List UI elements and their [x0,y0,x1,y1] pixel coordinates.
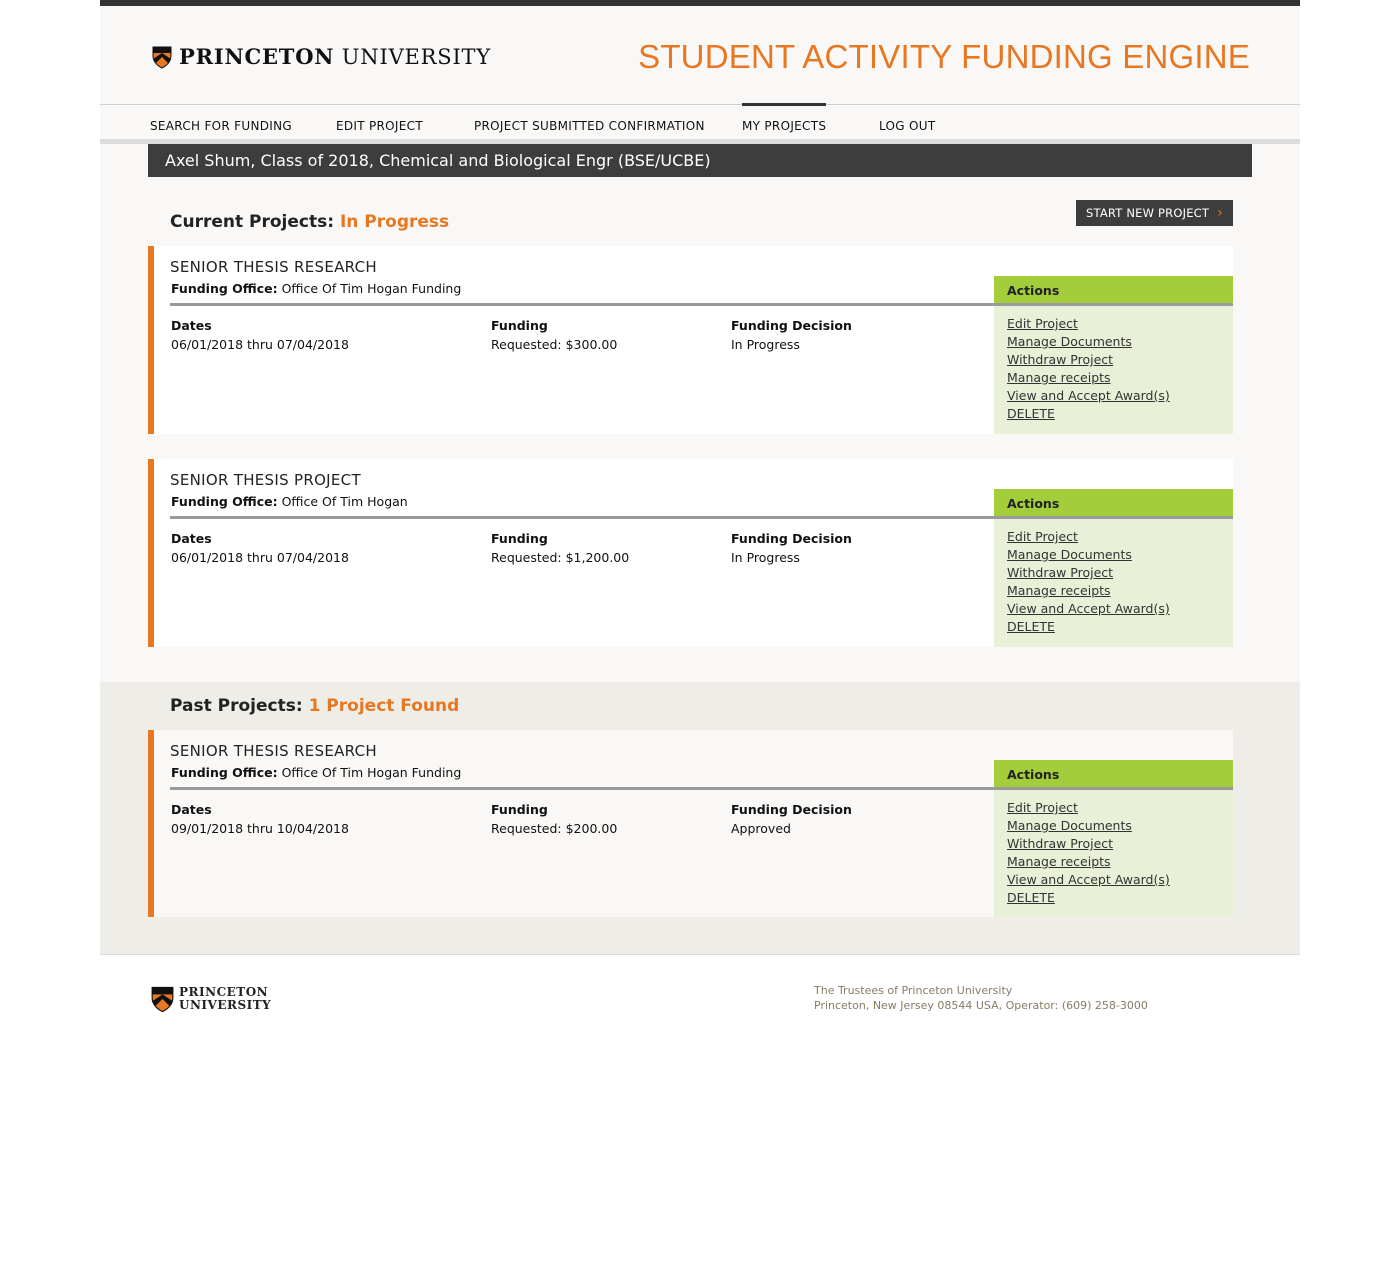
funding-decision-column: Funding Decision Approved [731,802,852,836]
view-accept-awards-link[interactable]: View and Accept Award(s) [1007,601,1170,616]
project-title: SENIOR THESIS RESEARCH [170,258,377,276]
page-container [100,0,1300,955]
past-projects-count: 1 Project Found [308,696,460,716]
funding-office: Funding Office: Office Of Tim Hogan Funding [171,281,462,296]
delete-link[interactable]: DELETE [1007,619,1055,634]
manage-receipts-link[interactable]: Manage receipts [1007,370,1111,385]
funding-column: Funding Requested: $300.00 [491,318,618,352]
actions-heading: Actions [994,489,1233,519]
chevron-right-icon: › [1217,205,1223,221]
actions-heading: Actions [994,760,1233,790]
footer-logo[interactable] [151,984,271,1014]
nav-project-submitted-confirmation[interactable]: PROJECT SUBMITTED CONFIRMATION [474,119,705,133]
manage-receipts-link[interactable]: Manage receipts [1007,583,1111,598]
princeton-shield-icon [152,45,172,69]
project-card [148,246,1233,434]
top-bar [100,0,1300,6]
manage-receipts-link[interactable]: Manage receipts [1007,854,1111,869]
main-nav [100,104,1300,144]
withdraw-project-link[interactable]: Withdraw Project [1007,565,1114,580]
start-new-project-button[interactable]: START NEW PROJECT › [1076,200,1233,226]
nav-my-projects[interactable]: MY PROJECTS [742,119,827,133]
view-accept-awards-link[interactable]: View and Accept Award(s) [1007,388,1170,403]
nav-log-out[interactable]: LOG OUT [879,119,936,133]
current-projects-status: In Progress [339,212,450,232]
actions-panel [994,276,1233,434]
card-divider [170,787,994,790]
current-projects-heading: Current Projects: In Progress [170,212,450,232]
funding-office: Funding Office: Office Of Tim Hogan [171,494,408,509]
edit-project-link[interactable]: Edit Project [1007,529,1078,544]
footer-address: The Trustees of Princeton University Princeton, New Jersey 08544 USA, Operator: (609) 258-3000 [814,984,1148,1012]
logo-wordmark: PRINCETON UNIVERSITY [179,44,492,69]
edit-project-link[interactable]: Edit Project [1007,316,1078,331]
project-card [148,459,1233,647]
manage-documents-link[interactable]: Manage Documents [1007,547,1132,562]
actions-heading: Actions [994,276,1233,306]
card-divider [170,516,994,519]
actions-panel [994,489,1233,647]
edit-project-link[interactable]: Edit Project [1007,800,1078,815]
app-title: STUDENT ACTIVITY FUNDING ENGINE [638,38,1250,75]
nav-search-for-funding[interactable]: SEARCH FOR FUNDING [150,119,292,133]
delete-link[interactable]: DELETE [1007,406,1055,421]
user-info-bar: Axel Shum, Class of 2018, Chemical and Biological Engr (BSE/UCBE) [148,144,1252,177]
funding-column: Funding Requested: $1,200.00 [491,531,630,565]
funding-decision-column: Funding Decision In Progress [731,531,852,565]
view-accept-awards-link[interactable]: View and Accept Award(s) [1007,872,1170,887]
withdraw-project-link[interactable]: Withdraw Project [1007,352,1114,367]
manage-documents-link[interactable]: Manage Documents [1007,334,1132,349]
princeton-logo[interactable] [152,44,491,69]
dates-column: Dates 06/01/2018 thru 07/04/2018 [171,318,349,352]
nav-edit-project[interactable]: EDIT PROJECT [336,119,423,133]
princeton-shield-icon [151,984,174,1014]
project-card [148,730,1233,917]
card-divider [170,303,994,306]
dates-column: Dates 06/01/2018 thru 07/04/2018 [171,531,349,565]
footer-wordmark: PRINCETON UNIVERSITY [179,985,272,1012]
funding-office: Funding Office: Office Of Tim Hogan Funding [171,765,462,780]
withdraw-project-link[interactable]: Withdraw Project [1007,836,1114,851]
manage-documents-link[interactable]: Manage Documents [1007,818,1132,833]
dates-column: Dates 09/01/2018 thru 10/04/2018 [171,802,349,836]
funding-column: Funding Requested: $200.00 [491,802,618,836]
project-title: SENIOR THESIS PROJECT [170,471,361,489]
past-projects-heading: Past Projects: 1 Project Found [170,696,460,716]
actions-panel [994,760,1233,917]
project-title: SENIOR THESIS RESEARCH [170,742,377,760]
delete-link[interactable]: DELETE [1007,890,1055,905]
funding-decision-column: Funding Decision In Progress [731,318,852,352]
